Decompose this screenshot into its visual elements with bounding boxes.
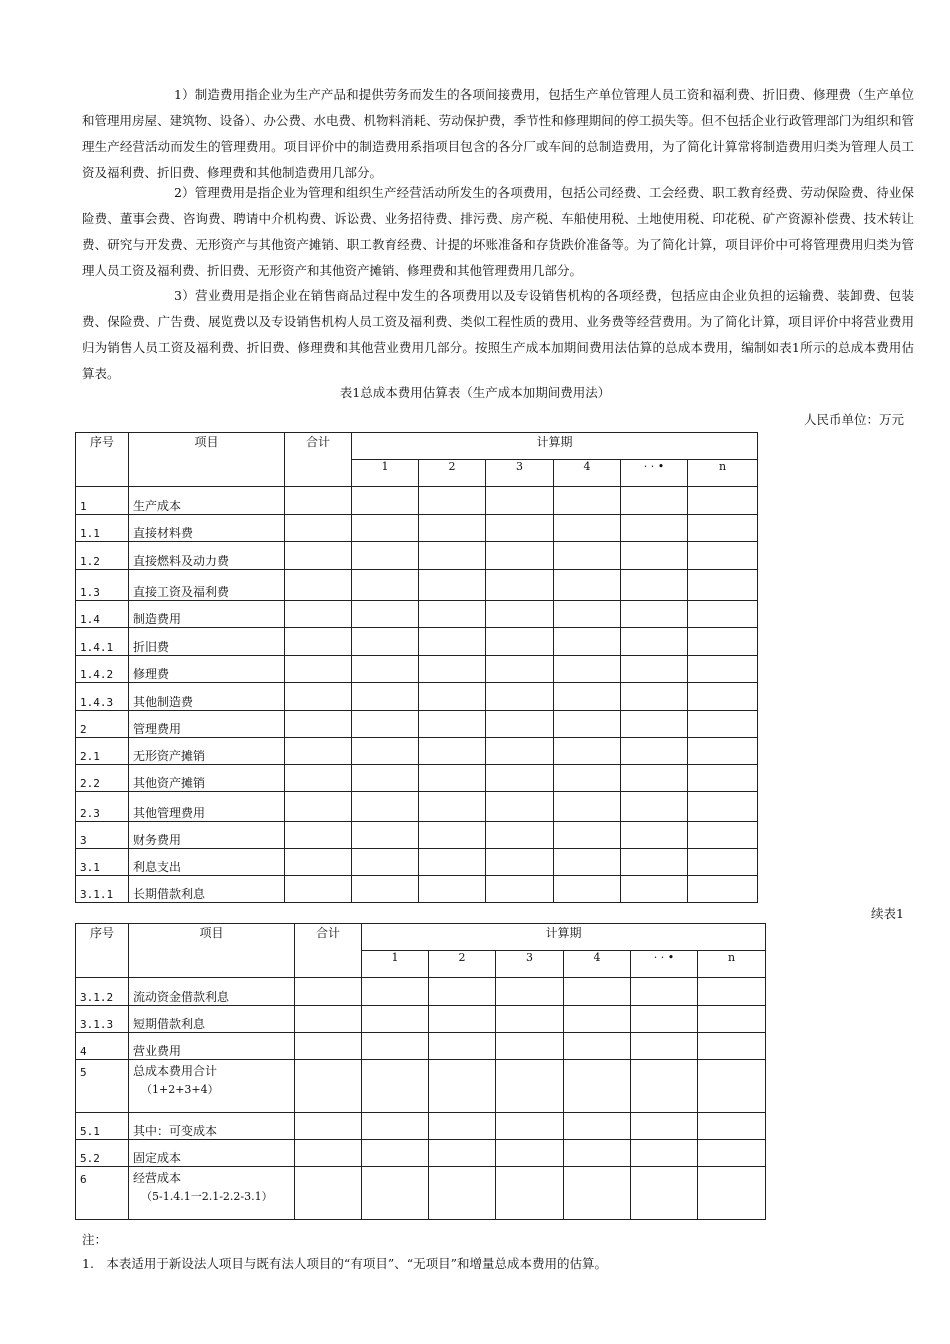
- row-period-cell: [419, 765, 486, 792]
- row-item-label: 无形资产摊销: [133, 749, 206, 763]
- header-seq: 序号: [76, 433, 129, 487]
- row-period-cell: [429, 1033, 496, 1060]
- row-period-cell: [496, 1033, 564, 1060]
- row-item-formula: （1+2+3+4）: [141, 1083, 219, 1096]
- row-period-cell: [621, 849, 688, 876]
- row-item-label: 经营成本: [133, 1171, 182, 1185]
- row-total-cell: [285, 792, 352, 822]
- row-period-cell: [496, 1060, 564, 1113]
- row-period-cell: [419, 711, 486, 738]
- row-period-cell: [352, 822, 419, 849]
- header-item: 项目: [129, 433, 285, 487]
- table-row: [76, 765, 758, 792]
- row-item-label: 总成本费用合计: [133, 1064, 218, 1078]
- row-item: [129, 849, 285, 876]
- row-period-cell: [362, 1113, 429, 1140]
- row-period-cell: [564, 1060, 631, 1113]
- row-period-cell: [486, 487, 554, 515]
- row-period-cell: [429, 1006, 496, 1033]
- row-total-cell: [285, 849, 352, 876]
- row-seq: 5.2: [76, 1140, 129, 1167]
- row-item-label: 流动资金借款利息: [133, 990, 230, 1004]
- table-row: [76, 601, 758, 628]
- row-period-cell: [554, 711, 621, 738]
- row-seq: 1.4.1: [76, 628, 129, 656]
- row-period-cell: [362, 1140, 429, 1167]
- row-period-cell: [362, 1006, 429, 1033]
- row-item: [129, 570, 285, 601]
- row-period-cell: [621, 683, 688, 711]
- row-period-cell: [688, 570, 758, 601]
- paragraph-sales-cost: 3）营业费用是指企业在销售商品过程中发生的各项费用以及专设销售机构的各项经费，包括应由企业负担的运输费、装卸费、包装费、保险费、广告费、展览费以及专设销售机构人员工资及福利费、类似工程性质的费用、业务费等经营费用。为了简化计算，项目评价中将营业费用归为销售人员工资及福利费、折旧费、修理费和其他营业费用几部分。按照生产成本加期间费用法估算的总成本费用，编制如表1所示的总成本费用估算表。: [82, 288, 914, 381]
- row-total-cell: [285, 738, 352, 765]
- row-total-cell: [285, 601, 352, 628]
- row-item-formula: （5-1.4.1一2.1-2.2-3.1）: [141, 1190, 273, 1203]
- row-period-cell: [419, 656, 486, 683]
- header-period-n: n: [698, 951, 766, 978]
- row-seq: 4: [76, 1033, 129, 1060]
- row-item: [129, 765, 285, 792]
- row-period-cell: [352, 765, 419, 792]
- header-period-4: 4: [554, 460, 621, 487]
- row-period-cell: [631, 1060, 698, 1113]
- row-period-cell: [631, 978, 698, 1006]
- row-seq: 1.4: [76, 601, 129, 628]
- row-seq: 1.4.3: [76, 683, 129, 711]
- row-period-cell: [554, 876, 621, 903]
- row-total-cell: [295, 1060, 362, 1113]
- row-period-cell: [631, 1140, 698, 1167]
- row-item-label: 短期借款利息: [133, 1017, 206, 1031]
- header-period-ellipsis: · · •: [621, 460, 688, 487]
- row-period-cell: [698, 1006, 766, 1033]
- row-period-cell: [496, 1167, 564, 1220]
- row-total-cell: [285, 876, 352, 903]
- row-period-cell: [486, 738, 554, 765]
- row-seq: 2: [76, 711, 129, 738]
- table-row: [76, 876, 758, 903]
- row-item: [129, 542, 285, 570]
- row-period-cell: [486, 876, 554, 903]
- row-total-cell: [285, 542, 352, 570]
- header-period-3: 3: [486, 460, 554, 487]
- row-period-cell: [688, 656, 758, 683]
- row-item-label: 长期借款利息: [133, 887, 206, 901]
- row-seq: 1.3: [76, 570, 129, 601]
- row-period-cell: [554, 542, 621, 570]
- row-period-cell: [554, 765, 621, 792]
- header-period-3: 3: [496, 951, 564, 978]
- row-period-cell: [362, 978, 429, 1006]
- row-total-cell: [295, 1113, 362, 1140]
- row-period-cell: [486, 542, 554, 570]
- row-item-label: 修理费: [133, 667, 170, 681]
- row-item-label: 营业费用: [133, 1044, 182, 1058]
- row-period-cell: [486, 765, 554, 792]
- row-seq: 1.2: [76, 542, 129, 570]
- row-period-cell: [564, 1033, 631, 1060]
- row-seq: 5: [76, 1060, 129, 1113]
- row-total-cell: [285, 711, 352, 738]
- row-period-cell: [631, 1113, 698, 1140]
- row-item-label: 其中：可变成本: [133, 1124, 218, 1138]
- row-seq: 3.1: [76, 849, 129, 876]
- row-period-cell: [688, 515, 758, 542]
- row-period-cell: [621, 711, 688, 738]
- row-period-cell: [631, 1167, 698, 1220]
- row-period-cell: [621, 542, 688, 570]
- row-item-label: 制造费用: [133, 612, 182, 626]
- row-period-cell: [564, 978, 631, 1006]
- row-period-cell: [496, 1140, 564, 1167]
- row-period-cell: [419, 542, 486, 570]
- row-total-cell: [285, 656, 352, 683]
- row-total-cell: [285, 515, 352, 542]
- row-item: [129, 1033, 295, 1060]
- row-period-cell: [352, 792, 419, 822]
- row-period-cell: [554, 822, 621, 849]
- row-period-cell: [429, 1167, 496, 1220]
- table-row: [76, 849, 758, 876]
- row-item: [129, 1113, 295, 1140]
- row-period-cell: [688, 822, 758, 849]
- row-period-cell: [698, 1140, 766, 1167]
- header-period-2: 2: [429, 951, 496, 978]
- table-row: [76, 1006, 766, 1033]
- row-period-cell: [688, 792, 758, 822]
- row-period-cell: [698, 1033, 766, 1060]
- row-period-cell: [688, 876, 758, 903]
- paragraph-manufacturing-cost: 1）制造费用指企业为生产产品和提供劳务而发生的各项间接费用，包括生产单位管理人员工资和福利费、折旧费、修理费（生产单位和管理用房屋、建筑物、设备）、办公费、水电费、机物料消耗、劳动保护费，季节性和修理期间的停工损失等。但不包括企业行政管理部门为组织和管理生产经营活动而发生的管理费用。项目评价中的制造费用系指项目包含的各分厂或车间的总制造费用，为了简化计算常将制造费用归类为管理人员工资及福利费、折旧费、修理费和其他制造费用几部分。: [82, 87, 914, 180]
- header-total: 合计: [285, 433, 352, 487]
- row-seq: 1.1: [76, 515, 129, 542]
- row-period-cell: [352, 849, 419, 876]
- row-period-cell: [429, 1060, 496, 1113]
- row-item-label: 固定成本: [133, 1151, 182, 1165]
- row-total-cell: [295, 978, 362, 1006]
- row-period-cell: [419, 487, 486, 515]
- row-period-cell: [621, 628, 688, 656]
- row-period-cell: [554, 628, 621, 656]
- row-item: [129, 601, 285, 628]
- row-period-cell: [564, 1006, 631, 1033]
- continued-label: 续表1: [871, 906, 904, 921]
- header-period-1: 1: [362, 951, 429, 978]
- row-item: [129, 487, 285, 515]
- row-period-cell: [352, 487, 419, 515]
- row-item: [129, 656, 285, 683]
- cost-estimate-table: [75, 432, 758, 903]
- row-period-cell: [554, 570, 621, 601]
- row-item: [129, 628, 285, 656]
- row-period-cell: [496, 1006, 564, 1033]
- row-period-cell: [486, 849, 554, 876]
- row-seq: 2.2: [76, 765, 129, 792]
- table-row: [76, 711, 758, 738]
- row-period-cell: [352, 601, 419, 628]
- table-row: [76, 628, 758, 656]
- row-item: [129, 1167, 295, 1220]
- row-period-cell: [564, 1167, 631, 1220]
- row-period-cell: [496, 1113, 564, 1140]
- row-total-cell: [285, 765, 352, 792]
- row-seq: 1: [76, 487, 129, 515]
- row-seq: 3.1.2: [76, 978, 129, 1006]
- note-item: 1. 本表适用于新设法人项目与既有法人项目的“有项目”、“无项目”和增量总成本费用的估算。: [82, 1256, 607, 1271]
- row-period-cell: [419, 628, 486, 656]
- row-period-cell: [486, 570, 554, 601]
- table-row: [76, 570, 758, 601]
- row-period-cell: [621, 487, 688, 515]
- row-period-cell: [419, 570, 486, 601]
- row-period-cell: [419, 876, 486, 903]
- row-item: [129, 711, 285, 738]
- row-period-cell: [621, 765, 688, 792]
- row-item: [129, 1140, 295, 1167]
- row-period-cell: [352, 515, 419, 542]
- row-period-cell: [688, 487, 758, 515]
- row-period-cell: [419, 601, 486, 628]
- row-item-label: 管理费用: [133, 722, 182, 736]
- row-period-cell: [564, 1140, 631, 1167]
- row-period-cell: [554, 515, 621, 542]
- header-period-ellipsis: · · •: [631, 951, 698, 978]
- row-period-cell: [621, 515, 688, 542]
- row-period-cell: [688, 542, 758, 570]
- header-period-4: 4: [564, 951, 631, 978]
- row-period-cell: [486, 822, 554, 849]
- row-item: [129, 515, 285, 542]
- row-seq: 2.3: [76, 792, 129, 822]
- header-seq: 序号: [76, 924, 129, 978]
- row-period-cell: [419, 849, 486, 876]
- row-period-cell: [631, 1006, 698, 1033]
- row-total-cell: [285, 683, 352, 711]
- row-period-cell: [419, 822, 486, 849]
- row-item: [129, 876, 285, 903]
- paragraph-management-cost: 2）管理费用是指企业为管理和组织生产经营活动所发生的各项费用，包括公司经费、工会经费、职工教育经费、劳动保险费、待业保险费、董事会费、咨询费、聘请中介机构费、诉讼费、业务招待费、排污费、房产税、车船使用税、土地使用税、印花税、矿产资源补偿费、技术转让费、研究与开发费、无形资产与其他资产摊销、职工教育经费、计提的坏账准备和存货跌价准备等。为了简化计算，项目评价中可将管理费用归类为管理人员工资及福利费、折旧费、无形资产和其他资产摊销、修理费和其他管理费用几部分。: [82, 185, 914, 278]
- header-period-1: 1: [352, 460, 419, 487]
- row-period-cell: [419, 683, 486, 711]
- row-item-label: 利息支出: [133, 860, 182, 874]
- header-period: 计算期: [362, 924, 766, 951]
- row-period-cell: [352, 628, 419, 656]
- row-total-cell: [285, 628, 352, 656]
- row-period-cell: [688, 711, 758, 738]
- row-period-cell: [486, 656, 554, 683]
- header-period: 计算期: [352, 433, 758, 460]
- row-period-cell: [486, 711, 554, 738]
- row-period-cell: [429, 1113, 496, 1140]
- row-period-cell: [419, 738, 486, 765]
- header-total: 合计: [295, 924, 362, 978]
- row-item-label: 其他制造费: [133, 695, 194, 709]
- row-item: [129, 683, 285, 711]
- table-row: [76, 1033, 766, 1060]
- row-seq: 6: [76, 1167, 129, 1220]
- row-item-label: 其他管理费用: [133, 806, 206, 820]
- row-period-cell: [621, 601, 688, 628]
- row-period-cell: [564, 1113, 631, 1140]
- row-item-label: 其他资产摊销: [133, 776, 206, 790]
- row-period-cell: [554, 656, 621, 683]
- table-row: [76, 487, 758, 515]
- row-period-cell: [698, 1167, 766, 1220]
- row-period-cell: [554, 849, 621, 876]
- row-period-cell: [362, 1167, 429, 1220]
- row-period-cell: [419, 515, 486, 542]
- table-row: [76, 542, 758, 570]
- row-period-cell: [486, 628, 554, 656]
- cost-estimate-table-continued: [75, 923, 766, 1220]
- row-total-cell: [295, 1140, 362, 1167]
- row-item: [129, 978, 295, 1006]
- row-period-cell: [621, 570, 688, 601]
- row-seq: 2.1: [76, 738, 129, 765]
- row-item-label: 折旧费: [133, 640, 170, 654]
- row-total-cell: [285, 570, 352, 601]
- row-item: [129, 1060, 295, 1113]
- row-period-cell: [688, 683, 758, 711]
- row-period-cell: [698, 1113, 766, 1140]
- table-row: [76, 515, 758, 542]
- row-period-cell: [631, 1033, 698, 1060]
- row-period-cell: [352, 711, 419, 738]
- row-item: [129, 1006, 295, 1033]
- row-period-cell: [621, 792, 688, 822]
- row-period-cell: [486, 683, 554, 711]
- row-period-cell: [352, 738, 419, 765]
- row-period-cell: [496, 978, 564, 1006]
- row-period-cell: [688, 765, 758, 792]
- row-period-cell: [554, 487, 621, 515]
- table-row: [76, 656, 758, 683]
- table-row: [76, 978, 766, 1006]
- row-period-cell: [621, 738, 688, 765]
- row-seq: 3.1.1: [76, 876, 129, 903]
- currency-unit: 人民币单位：万元: [803, 412, 904, 427]
- row-period-cell: [621, 876, 688, 903]
- row-item: [129, 792, 285, 822]
- row-seq: 3: [76, 822, 129, 849]
- notes-label: 注：: [82, 1232, 108, 1247]
- row-period-cell: [621, 822, 688, 849]
- row-period-cell: [362, 1033, 429, 1060]
- header-period-n: n: [688, 460, 758, 487]
- row-period-cell: [352, 542, 419, 570]
- row-seq: 3.1.3: [76, 1006, 129, 1033]
- row-period-cell: [698, 978, 766, 1006]
- row-period-cell: [486, 792, 554, 822]
- row-period-cell: [486, 601, 554, 628]
- table-row: [76, 1113, 766, 1140]
- row-item-label: 直接工资及福利费: [133, 585, 230, 599]
- row-period-cell: [352, 683, 419, 711]
- row-period-cell: [362, 1060, 429, 1113]
- row-period-cell: [554, 683, 621, 711]
- row-period-cell: [621, 656, 688, 683]
- row-period-cell: [352, 876, 419, 903]
- row-period-cell: [429, 1140, 496, 1167]
- row-period-cell: [352, 570, 419, 601]
- row-item-label: 直接材料费: [133, 526, 194, 540]
- table-row: [76, 1167, 766, 1220]
- table-caption: 表1总成本费用估算表（生产成本加期间费用法）: [339, 385, 611, 400]
- row-total-cell: [295, 1006, 362, 1033]
- table-row: [76, 1140, 766, 1167]
- row-period-cell: [688, 601, 758, 628]
- row-total-cell: [285, 822, 352, 849]
- table-row: [76, 822, 758, 849]
- row-period-cell: [554, 738, 621, 765]
- row-item: [129, 738, 285, 765]
- row-item-label: 生产成本: [133, 499, 182, 513]
- table-row: [76, 1060, 766, 1113]
- table-row: [76, 792, 758, 822]
- row-period-cell: [688, 628, 758, 656]
- row-seq: 5.1: [76, 1113, 129, 1140]
- row-period-cell: [688, 738, 758, 765]
- row-seq: 1.4.2: [76, 656, 129, 683]
- row-period-cell: [554, 792, 621, 822]
- table-row: [76, 683, 758, 711]
- row-period-cell: [419, 792, 486, 822]
- row-item-label: 财务费用: [133, 833, 182, 847]
- table-row: [76, 738, 758, 765]
- header-item: 项目: [129, 924, 295, 978]
- row-period-cell: [554, 601, 621, 628]
- row-item-label: 直接燃料及动力费: [133, 554, 230, 568]
- row-period-cell: [429, 978, 496, 1006]
- row-period-cell: [352, 656, 419, 683]
- header-period-2: 2: [419, 460, 486, 487]
- row-period-cell: [698, 1060, 766, 1113]
- row-period-cell: [486, 515, 554, 542]
- row-total-cell: [295, 1167, 362, 1220]
- row-item: [129, 822, 285, 849]
- row-period-cell: [688, 849, 758, 876]
- row-total-cell: [285, 487, 352, 515]
- row-total-cell: [295, 1033, 362, 1060]
